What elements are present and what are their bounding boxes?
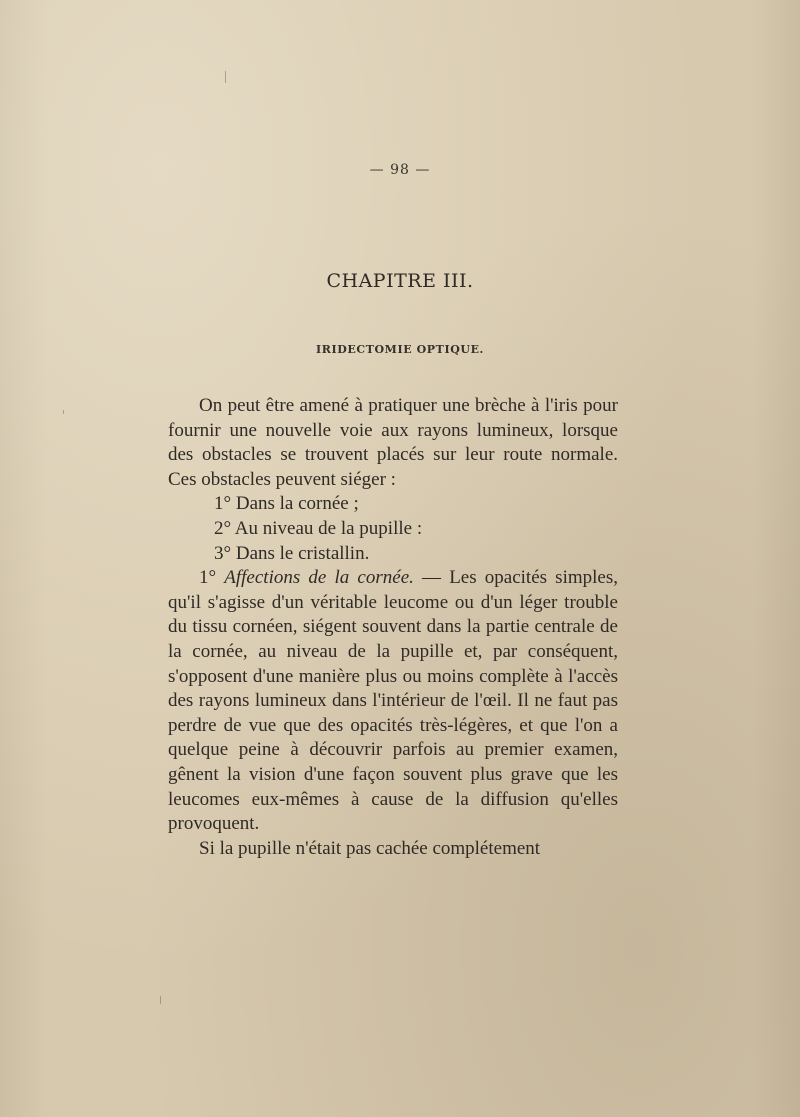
subsection-text: Les opacités simples, qu'il s'agisse d'un véritable leucome ou d'un léger trouble du tissu cornéen, siégent souvent dans la partie centrale de la cornée, au niveau de la pupille et, par conséquent, s'opposent d'une manière plus ou moins complète à l'accès des rayons lumineux dans l'intérieur de l'œil. Il ne faut pas perdre de vue que des opacités très-légères, et que l'on a quelque peine à découvrir parfois au premier examen, gênent la vision d'une façon souvent plus grave que les leucomes eux-mêmes à cause de la diffusion qu'elles provoquent.: [168, 567, 618, 835]
section-title: IRIDECTOMIE OPTIQUE.: [316, 343, 484, 356]
list-item: 3° Dans le cristallin.: [214, 542, 370, 564]
chapter-title: CHAPITRE III.: [326, 270, 474, 292]
paper-speck: [160, 996, 161, 1004]
body-text: [168, 394, 618, 861]
last-line: Si la pupille n'était pas cachée complétement: [199, 837, 541, 859]
page-number: — 98 —: [369, 162, 431, 178]
subsection-paragraph: [168, 566, 618, 837]
subsection-title: Affections de la cornée.: [224, 567, 414, 589]
intro-paragraph: On peut être amené à pratiquer une brèche à l'iris pour fournir une nouvelle voie aux rayons lumineux, lorsque des obstacles se trouvent placés sur leur route normale. Ces obstacles peuvent siéger :: [168, 395, 618, 490]
subsection-dash: —: [413, 567, 450, 589]
paper-speck: [225, 71, 226, 83]
subsection-number: 1°: [199, 567, 217, 589]
paper-speck: [63, 410, 64, 414]
list-item: 2° Au niveau de la pupille :: [214, 517, 423, 539]
list-item: 1° Dans la cornée ;: [214, 493, 359, 515]
